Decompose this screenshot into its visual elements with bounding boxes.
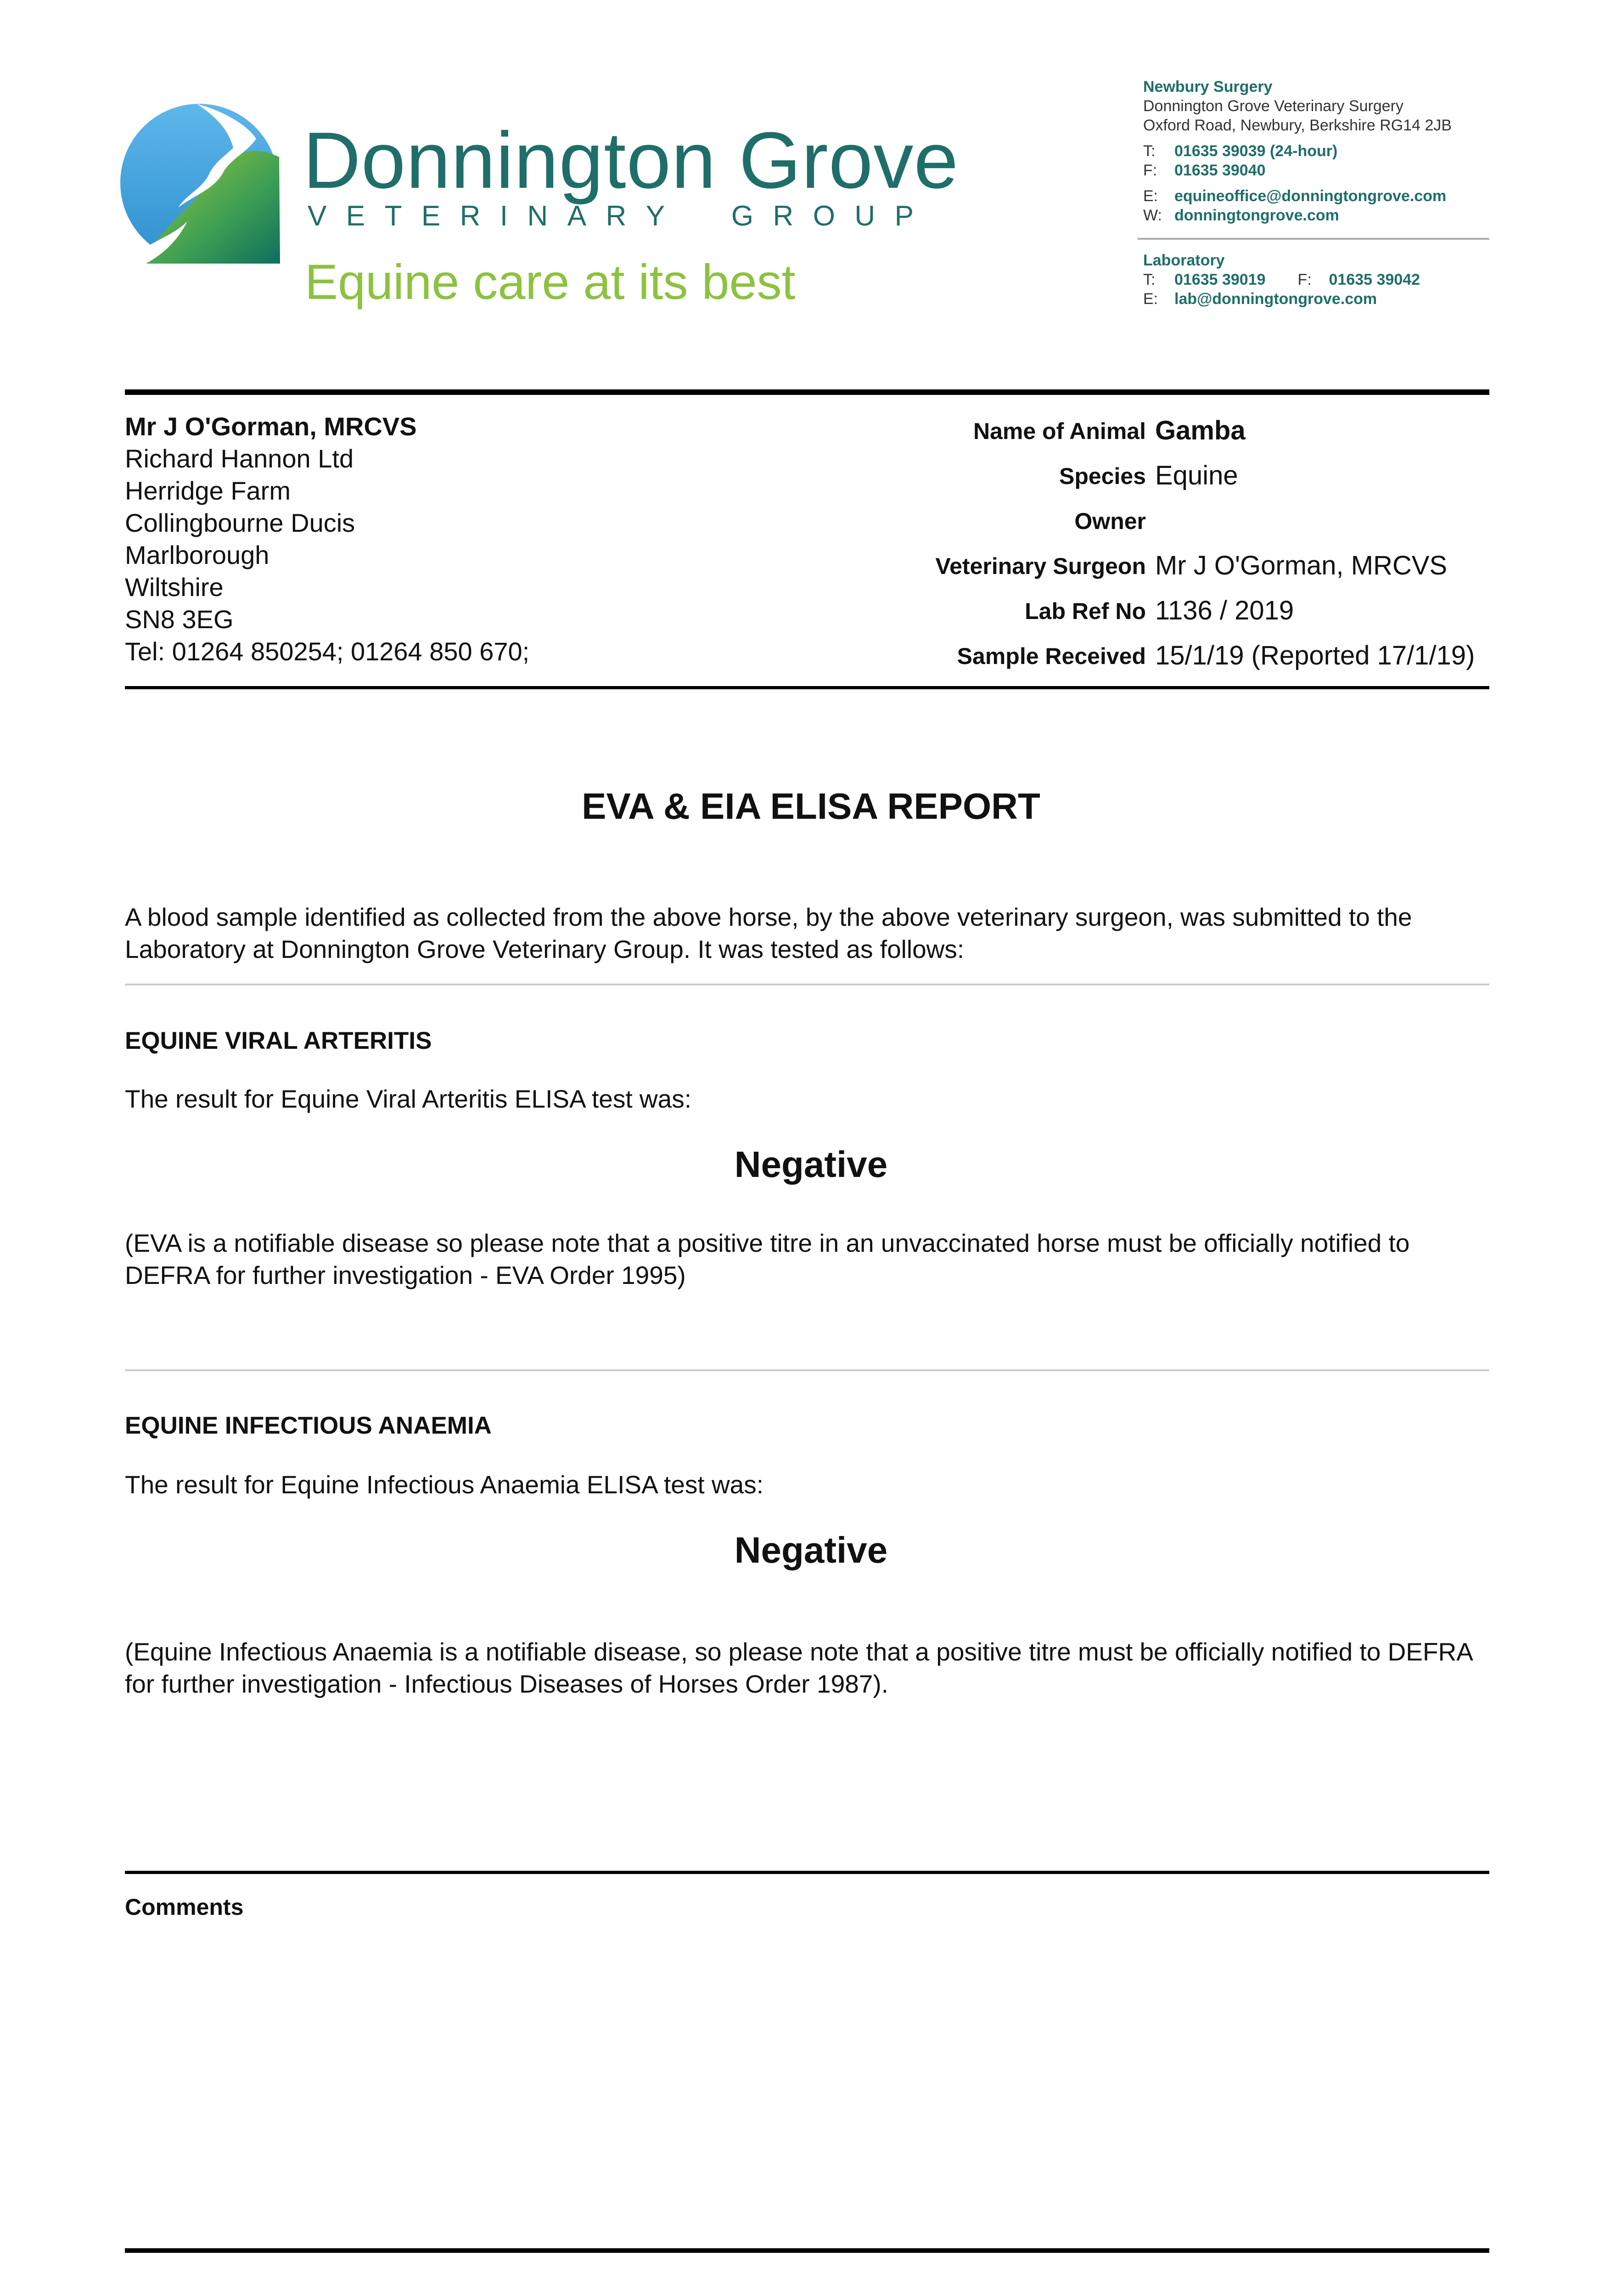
comments-heading: Comments xyxy=(125,1894,244,1920)
recipient-line: Tel: 01264 850254; 01264 850 670; xyxy=(125,637,530,666)
species-value: Equine xyxy=(1155,461,1238,490)
eva-heading: EQUINE VIRAL ARTERITIS xyxy=(125,1027,432,1054)
laboratory-email-row: E: lab@donningtongrove.com xyxy=(1143,290,1377,308)
lab-ref-row xyxy=(803,595,1492,627)
lab-ref-value: 1136 / 2019 xyxy=(1155,596,1294,625)
vet-surgeon-row xyxy=(803,550,1492,582)
comments-divider xyxy=(125,1871,1489,1874)
recipient-line: SN8 3EG xyxy=(125,605,234,634)
eva-lead-text: The result for Equine Viral Arteritis ELISA test was: xyxy=(125,1085,691,1113)
surgery-website-link[interactable]: donningtongrove.com xyxy=(1174,207,1339,224)
intro-paragraph: A blood sample identified as collected from the above horse, by the above veterinary surgeon, was submitted to the Laboratory at Donnington Grove Veterinary Group. It was tested as follows: xyxy=(125,903,1412,963)
laboratory-phone-row: T: 01635 39019 F: 01635 39042 xyxy=(1143,271,1420,288)
animal-name-row xyxy=(803,415,1492,447)
header-divider-top xyxy=(125,389,1489,395)
eia-result: Negative xyxy=(734,1530,888,1570)
surgery-address: Oxford Road, Newbury, Berkshire RG14 2JB xyxy=(1143,117,1452,134)
owner-row xyxy=(803,505,1492,537)
sample-received-row xyxy=(803,640,1492,672)
eia-note: (Equine Infectious Anaemia is a notifiable disease, so please note that a positive titre must be officially notified to DEFRA for further investigation - Infectious Diseases of Horses Order 1987). xyxy=(125,1638,1472,1698)
species-row xyxy=(803,460,1492,492)
eia-heading: EQUINE INFECTIOUS ANAEMIA xyxy=(125,1412,492,1439)
surgery-email-link[interactable]: equineoffice@donningtongrove.com xyxy=(1174,187,1447,205)
sample-received-value: 15/1/19 (Reported 17/1/19) xyxy=(1155,641,1475,670)
surgery-heading: Newbury Surgery xyxy=(1143,78,1273,96)
laboratory-tel[interactable]: 01635 39019 xyxy=(1174,271,1266,288)
tagline: Equine care at its best xyxy=(305,254,796,310)
recipient-name: Mr J O'Gorman, MRCVS xyxy=(125,412,417,441)
animal-name-label: Name of Animal xyxy=(973,418,1146,444)
laboratory-contact-block xyxy=(1143,251,1420,309)
eva-result: Negative xyxy=(734,1144,888,1185)
laboratory-fax: 01635 39042 xyxy=(1329,271,1420,288)
vet-surgeon-value: Mr J O'Gorman, MRCVS xyxy=(1155,551,1448,580)
brand-name: Donnington Grove xyxy=(303,115,959,205)
section-divider xyxy=(125,984,1489,985)
surgery-web-row: W: donningtongrove.com xyxy=(1143,207,1339,224)
species-label: Species xyxy=(1059,463,1146,489)
laboratory-email-link[interactable]: lab@donningtongrove.com xyxy=(1174,290,1377,308)
recipient-line: Collingbourne Ducis xyxy=(125,508,355,537)
lab-ref-label: Lab Ref No xyxy=(1025,598,1146,624)
report-title: EVA & EIA ELISA REPORT xyxy=(582,786,1040,827)
contact-divider xyxy=(1138,238,1489,240)
recipient-line: Herridge Farm xyxy=(125,476,291,505)
eva-note: (EVA is a notifiable disease so please note that a positive titre in an unvaccinated horse must be officially notified to DEFRA for further investigation - EVA Order 1995) xyxy=(125,1229,1410,1289)
brand-subtitle: V E T E R I N A R Y G R O U P xyxy=(308,200,914,232)
surgery-fax: 01635 39040 xyxy=(1174,162,1266,179)
recipient-line: Marlborough xyxy=(125,540,269,569)
recipient-line: Richard Hannon Ltd xyxy=(125,444,354,473)
surgery-tel[interactable]: 01635 39039 (24-hour) xyxy=(1174,142,1338,160)
surgery-fax-row: F: 01635 39040 xyxy=(1143,162,1266,179)
surgery-email-row: E: equineoffice@donningtongrove.com xyxy=(1143,187,1447,205)
animal-name-value: Gamba xyxy=(1155,416,1246,445)
sample-received-label: Sample Received xyxy=(957,643,1146,669)
owner-label: Owner xyxy=(1074,508,1146,534)
header-divider-bottom xyxy=(125,686,1489,689)
surgery-name: Donnington Grove Veterinary Surgery xyxy=(1143,97,1403,115)
recipient-line: Wiltshire xyxy=(125,573,224,602)
donnington-grove-logo-icon xyxy=(118,102,280,264)
surgery-tel-row: T: 01635 39039 (24-hour) xyxy=(1143,142,1338,160)
recipient-address xyxy=(125,411,713,670)
laboratory-heading: Laboratory xyxy=(1143,252,1225,269)
footer-divider xyxy=(125,2248,1489,2253)
surgery-contact-block xyxy=(1143,77,1452,225)
vet-surgeon-label: Veterinary Surgeon xyxy=(935,553,1146,579)
eia-lead-text: The result for Equine Infectious Anaemia ELISA test was: xyxy=(125,1470,764,1499)
section-divider xyxy=(125,1369,1489,1371)
